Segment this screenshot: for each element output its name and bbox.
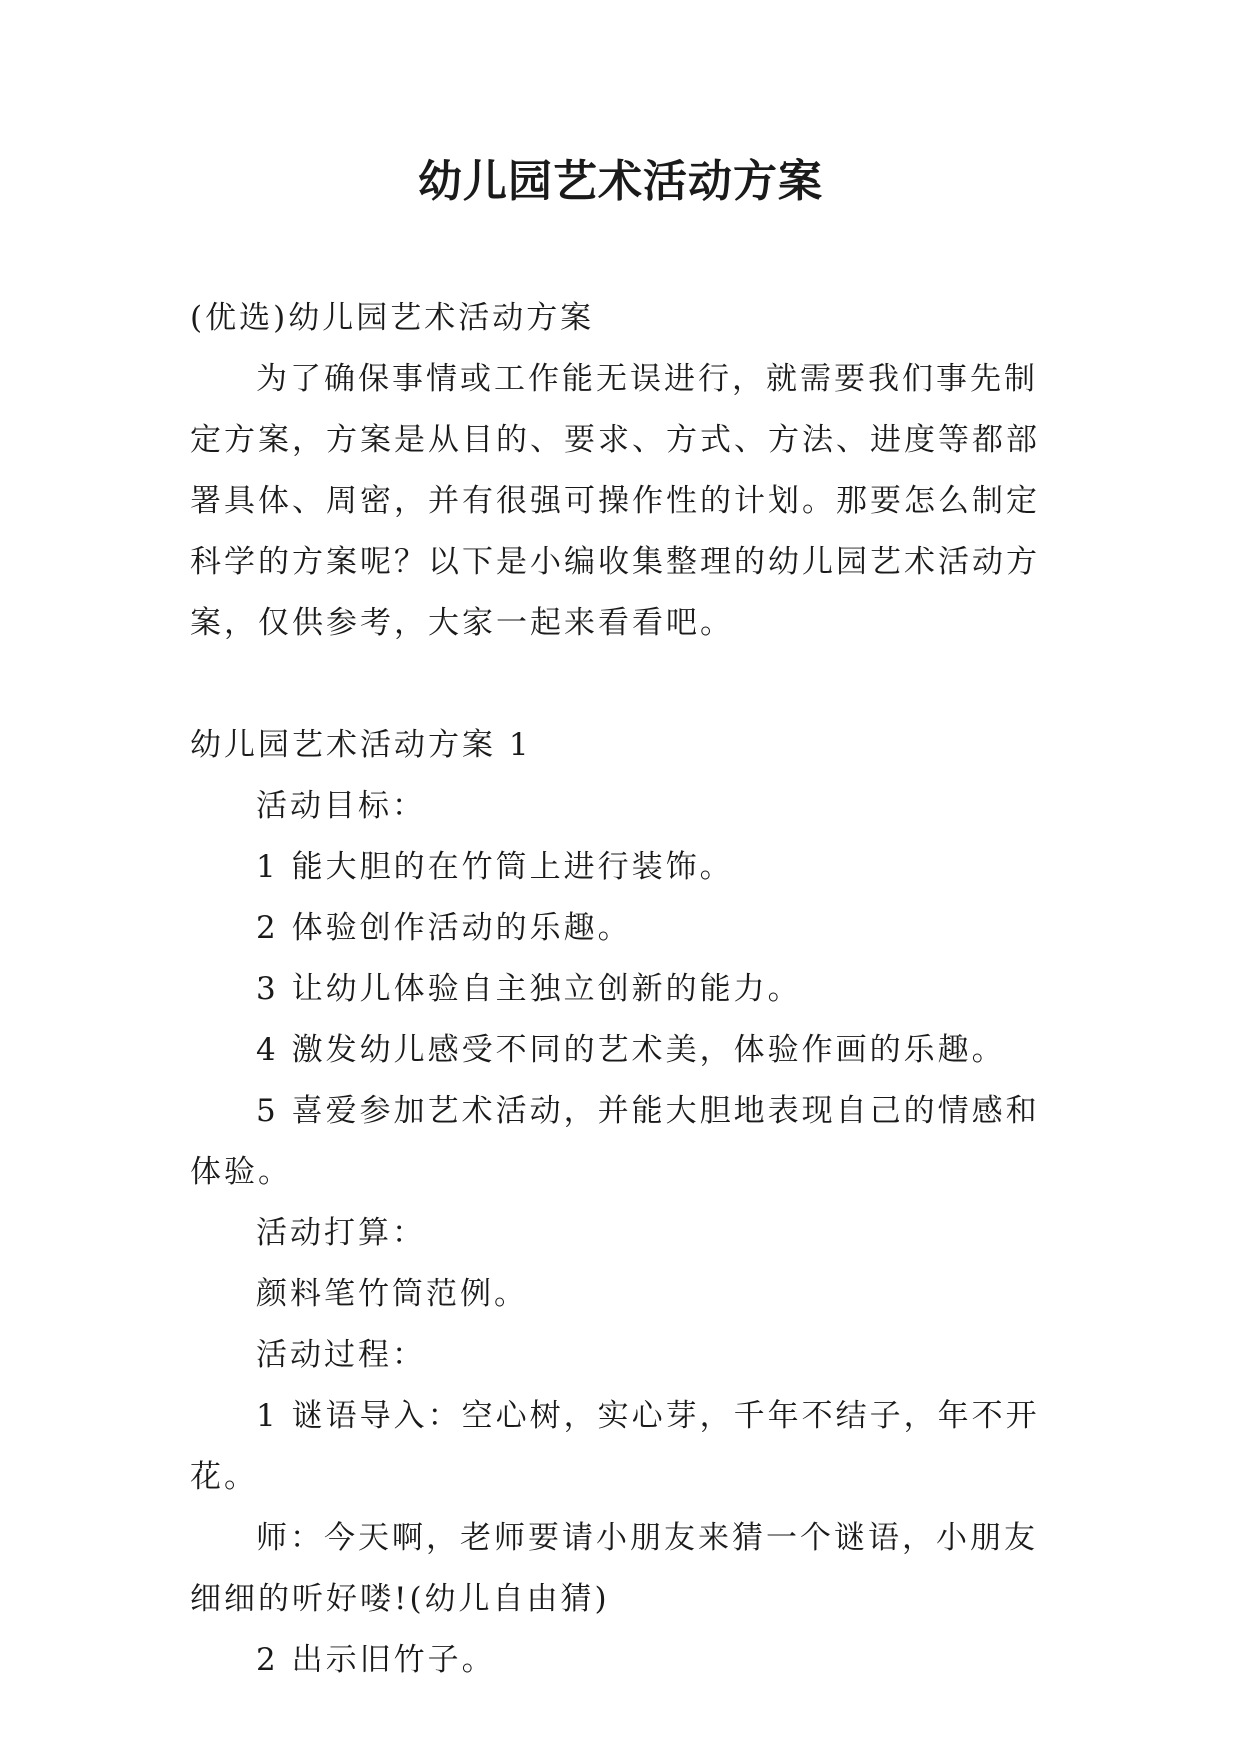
- goals-label: 活动目标：: [256, 788, 426, 824]
- paragraph-gap: [190, 654, 1060, 715]
- prep-label: 活动打算：: [256, 1215, 426, 1251]
- document-title: 幼儿园艺术活动方案: [418, 156, 823, 207]
- process-item: 师：今天啊，老师要请小朋友来猜一个谜语，小朋友细细的听好喽!(幼儿自由猜): [190, 1520, 1038, 1617]
- goal-item: 1 能大胆的在竹筒上进行装饰。: [256, 849, 734, 885]
- goal-item: 4 激发幼儿感受不同的艺术美，体验作画的乐趣。: [256, 1032, 1006, 1068]
- document-body: [190, 288, 1060, 1691]
- prep-text: 颜料笔竹筒范例。: [256, 1276, 528, 1312]
- section-heading: 幼儿园艺术活动方案 1: [190, 727, 532, 763]
- goal-item: 3 让幼儿体验自主独立创新的能力。: [256, 971, 802, 1007]
- document-subtitle: (优选)幼儿园艺术活动方案: [190, 300, 595, 336]
- goal-item: 2 体验创作活动的乐趣。: [256, 910, 632, 946]
- process-item: 1 谜语导入：空心树，实心芽，千年不结子，年不开花。: [190, 1398, 1040, 1495]
- intro-paragraph: 为了确保事情或工作能无误进行，就需要我们事先制定方案，方案是从目的、要求、方式、方法、进度等都部署具体、周密，并有很强可操作性的计划。那要怎么制定科学的方案呢？以下是小编收集整理的幼儿园艺术活动方案，仅供参考，大家一起来看看吧。: [190, 361, 1040, 641]
- process-label: 活动过程：: [256, 1337, 426, 1373]
- process-item: 2 出示旧竹子。: [256, 1642, 496, 1678]
- goal-item: 5 喜爱参加艺术活动，并能大胆地表现自己的情感和体验。: [190, 1093, 1040, 1190]
